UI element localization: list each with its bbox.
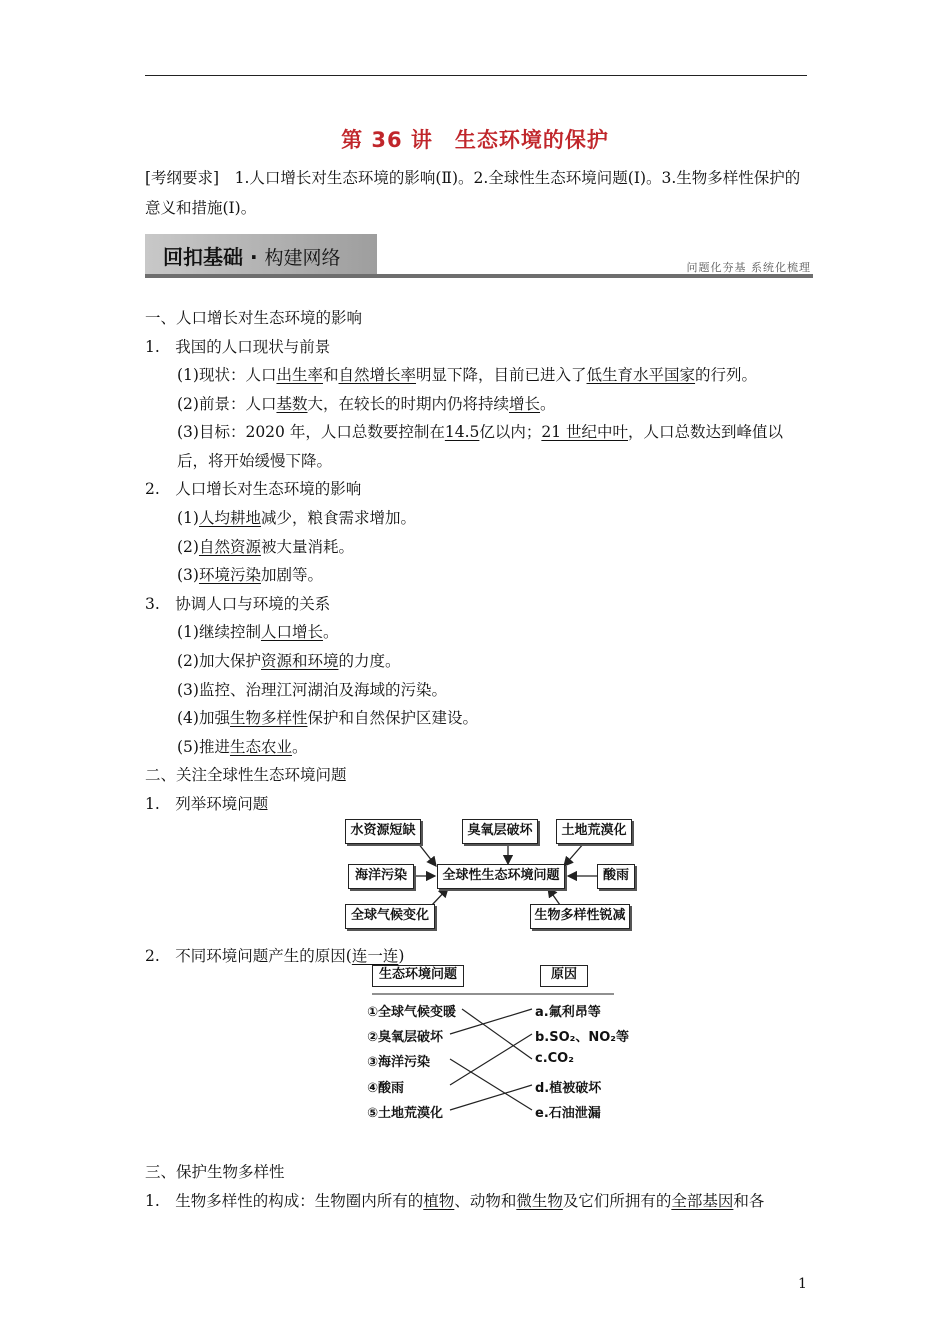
box-desertification: 土地荒漠化 bbox=[556, 819, 632, 844]
section1-item1: 1. 我国的人口现状与前景 bbox=[145, 338, 331, 356]
box-water-shortage: 水资源短缺 bbox=[345, 819, 421, 844]
exam-requirements: [考纲要求] 1.人口增长对生态环境的影响(Ⅱ)。2.全球性生态环境问题(Ⅰ)。3.生物多样性保护的意义和措施(Ⅰ)。 bbox=[145, 169, 801, 217]
box-ozone-damage: 臭氧层破坏 bbox=[462, 819, 538, 844]
section1-item2: 2. 人口增长对生态环境的影响 bbox=[145, 480, 362, 498]
section1-item3-line4: (4)加强生物多样性保护和自然保护区建设。 bbox=[177, 709, 478, 727]
match-right-c: c.CO₂ bbox=[535, 1051, 574, 1066]
match-left-header: 生态环境问题 bbox=[372, 965, 464, 987]
match-line-1 bbox=[462, 1009, 532, 1059]
banner-tagline: 问题化夯基 系统化梳理 bbox=[686, 261, 811, 274]
box-acid-rain: 酸雨 bbox=[597, 864, 635, 889]
match-left-4: ④酸雨 bbox=[367, 1081, 405, 1096]
match-right-a: a.氟利昂等 bbox=[535, 1005, 601, 1020]
box-climate-change: 全球气候变化 bbox=[345, 904, 435, 929]
section1-item2-line2: (2)自然资源被大量消耗。 bbox=[177, 538, 354, 556]
page-number: 1 bbox=[798, 1276, 807, 1292]
section1-item3-line2: (2)加大保护资源和环境的力度。 bbox=[177, 652, 401, 670]
box-ocean-pollution: 海洋污染 bbox=[348, 864, 414, 889]
match-right-header: 原因 bbox=[540, 965, 588, 987]
match-right-b: b.SO₂、NO₂等 bbox=[535, 1030, 629, 1045]
match-line-4 bbox=[450, 1034, 532, 1085]
box-global-problem: 全球性生态环境问题 bbox=[437, 864, 565, 889]
section1-item1-line1: (1)现状：人口出生率和自然增长率明显下降，目前已进入了低生育水平国家的行列。 bbox=[177, 366, 758, 384]
section1-item2-line3: (3)环境污染加剧等。 bbox=[177, 566, 323, 584]
banner-heading: 回扣基础 · 构建网络 bbox=[163, 245, 341, 269]
section2-item2: 2. 不同环境问题产生的原因(连一连) bbox=[145, 947, 405, 965]
section1-item2-line1: (1)人均耕地减少，粮食需求增加。 bbox=[177, 509, 416, 527]
section2-heading: 二、关注全球性生态环境问题 bbox=[145, 766, 347, 784]
match-line-5 bbox=[450, 1085, 532, 1110]
section1-item3-line3: (3)监控、治理江河湖泊及海域的污染。 bbox=[177, 681, 447, 699]
section2-item1: 1. 列举环境问题 bbox=[145, 795, 269, 813]
section1-item3-line5: (5)推进生态农业。 bbox=[177, 738, 308, 756]
section1-item1-line2: (2)前景：人口基数大，在较长的时期内仍将持续增长。 bbox=[177, 395, 556, 413]
box-biodiversity-loss: 生物多样性锐减 bbox=[530, 904, 630, 929]
section3-heading: 三、保护生物多样性 bbox=[145, 1163, 285, 1181]
match-right-e: e.石油泄漏 bbox=[535, 1106, 601, 1121]
section1-heading: 一、人口增长对生态环境的影响 bbox=[145, 309, 363, 327]
match-left-3: ③海洋污染 bbox=[367, 1055, 431, 1070]
match-right-d: d.植被破坏 bbox=[535, 1081, 602, 1096]
match-lines bbox=[450, 1009, 532, 1110]
section1-item1-line3: (3)目标：2020 年，人口总数要控制在14.5亿以内；21 世纪中叶，人口总数达到峰值以 bbox=[177, 423, 784, 441]
section1-item1-line4: 后，将开始缓慢下降。 bbox=[177, 452, 333, 470]
page-title: 第 36 讲 生态环境的保护 bbox=[341, 128, 609, 152]
match-left-5: ⑤土地荒漠化 bbox=[367, 1106, 444, 1121]
match-left-1: ①全球气候变暖 bbox=[367, 1005, 457, 1020]
section1-item3-line1: (1)继续控制人口增长。 bbox=[177, 623, 339, 641]
match-line-3 bbox=[450, 1059, 532, 1110]
match-left-2: ②臭氧层破坏 bbox=[367, 1030, 444, 1045]
section1-item3: 3. 协调人口与环境的关系 bbox=[145, 595, 331, 613]
section3-item1: 1. 生物多样性的构成：生物圈内所有的植物、动物和微生物及它们所拥有的全部基因和各 bbox=[145, 1192, 765, 1210]
